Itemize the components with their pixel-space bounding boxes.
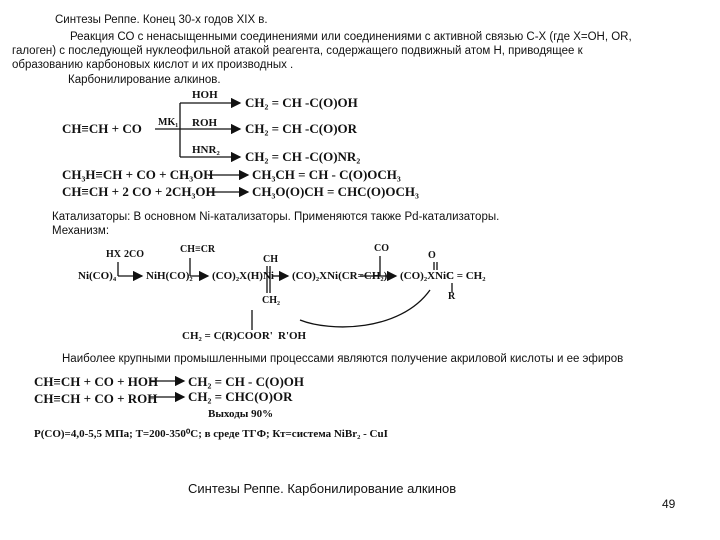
mech-r-group: R <box>448 291 456 302</box>
mech-return-curve <box>300 290 430 327</box>
scheme2-conditions: P(CO)=4,0-5,5 МПа; T=200-350⁰С; в среде ТГФ; Кт=система NiBr₂ - CuI <box>34 428 388 440</box>
scheme1-eq3-right: CH₃O(O)CH = CHC(O)OCH₃ <box>252 184 419 199</box>
scheme1-product-acid: CH₂ = CH -C(O)OH <box>245 95 358 110</box>
scheme1-eq2-right: CH₃CH = CH - C(O)OCH₃ <box>252 167 401 182</box>
scheme1-product-amide: CH₂ = CH -C(O)NR₂ <box>245 149 361 164</box>
mech-reagent-2co: 2CO <box>124 249 144 260</box>
mech-hydride-complex: (CO)₂X(H)Ni <box>212 270 274 282</box>
mech-reagent-hx: HX <box>106 249 121 260</box>
scheme1-reagent-hnr2: HNR₂ <box>192 144 220 156</box>
slide-caption: Синтезы Реппе. Карбонилирование алкинов <box>188 481 457 496</box>
industrial-text: Наиболее крупными промышленными процессами являются получение акриловой кислоты и ее эфиров <box>62 353 624 365</box>
mech-acyl-oxygen: O <box>428 250 436 261</box>
scheme1-reagent-roh: ROH <box>192 117 218 129</box>
mech-acrylate-product: CH₂ = C(R)COOR' <box>182 330 273 342</box>
mech-nih-co2: NiH(CO)₂ <box>146 270 193 282</box>
scheme1-eq3-left: CH≡CH + 2 CO + 2CH₃OH <box>62 184 216 199</box>
mech-acyl-alkene: C = CH₂ <box>446 270 486 282</box>
scheme2-eq1-left: CH≡CH + CO + HOH <box>34 374 159 389</box>
intro-text-line3: образованию карбоновых кислот и их производных . <box>12 59 294 71</box>
mech-vinyl-complex: (CO)₂XNi(CR=CH₂) <box>292 270 388 282</box>
scheme1-catalyst: MK₁ <box>158 117 179 128</box>
section-heading: Карбонилирование алкинов. <box>68 74 221 86</box>
scheme1-product-ester: CH₂ = CH -C(O)OR <box>245 121 358 136</box>
scheme2-eq2-left: CH≡CH + CO + ROH <box>34 391 158 406</box>
intro-text-line1: Реакция СО с ненасыщенными соединениями или соединениями с активной связью С-Х (где X=OH, OR, <box>70 31 632 43</box>
catalysts-text: Катализаторы: В основном Ni-катализаторы. Применяются также Pd-катализаторы. <box>52 211 500 223</box>
scheme1-eq2-left: CH₃H≡CH + CO + CH₃OH <box>62 167 214 182</box>
title-line: Синтезы Реппе. Конец 30-х годов XIX в. <box>55 14 268 26</box>
intro-text-line2: галоген) с последующей нуклеофильной атакой реагента, содержащего подвижный атом Н, приводящее к <box>12 45 583 57</box>
mech-vinyl-ch: CH <box>263 254 278 265</box>
mech-reagent-alkyne: CH≡CR <box>180 244 216 255</box>
mech-alcohol: R'OH <box>278 330 307 342</box>
scheme2-eq1-right: CH₂ = CH - C(O)OH <box>188 374 305 389</box>
mechanism-label: Механизм: <box>52 225 110 237</box>
mech-acyl-complex: (CO)₂XNiC <box>400 270 455 282</box>
scheme1-reactants: CH≡CH + CO <box>62 121 142 136</box>
page-number: 49 <box>662 497 676 511</box>
scheme1-reagent-hoh: HOH <box>192 89 218 101</box>
mech-vinyl-ch2: CH₂ <box>262 295 280 306</box>
mech-ni-co4: Ni(CO)₄ <box>78 270 117 282</box>
scheme2-yield: Выходы 90% <box>208 408 274 420</box>
mech-reagent-co: CO <box>374 243 389 254</box>
scheme2-eq2-right: CH₂ = CHC(O)OR <box>188 389 293 404</box>
